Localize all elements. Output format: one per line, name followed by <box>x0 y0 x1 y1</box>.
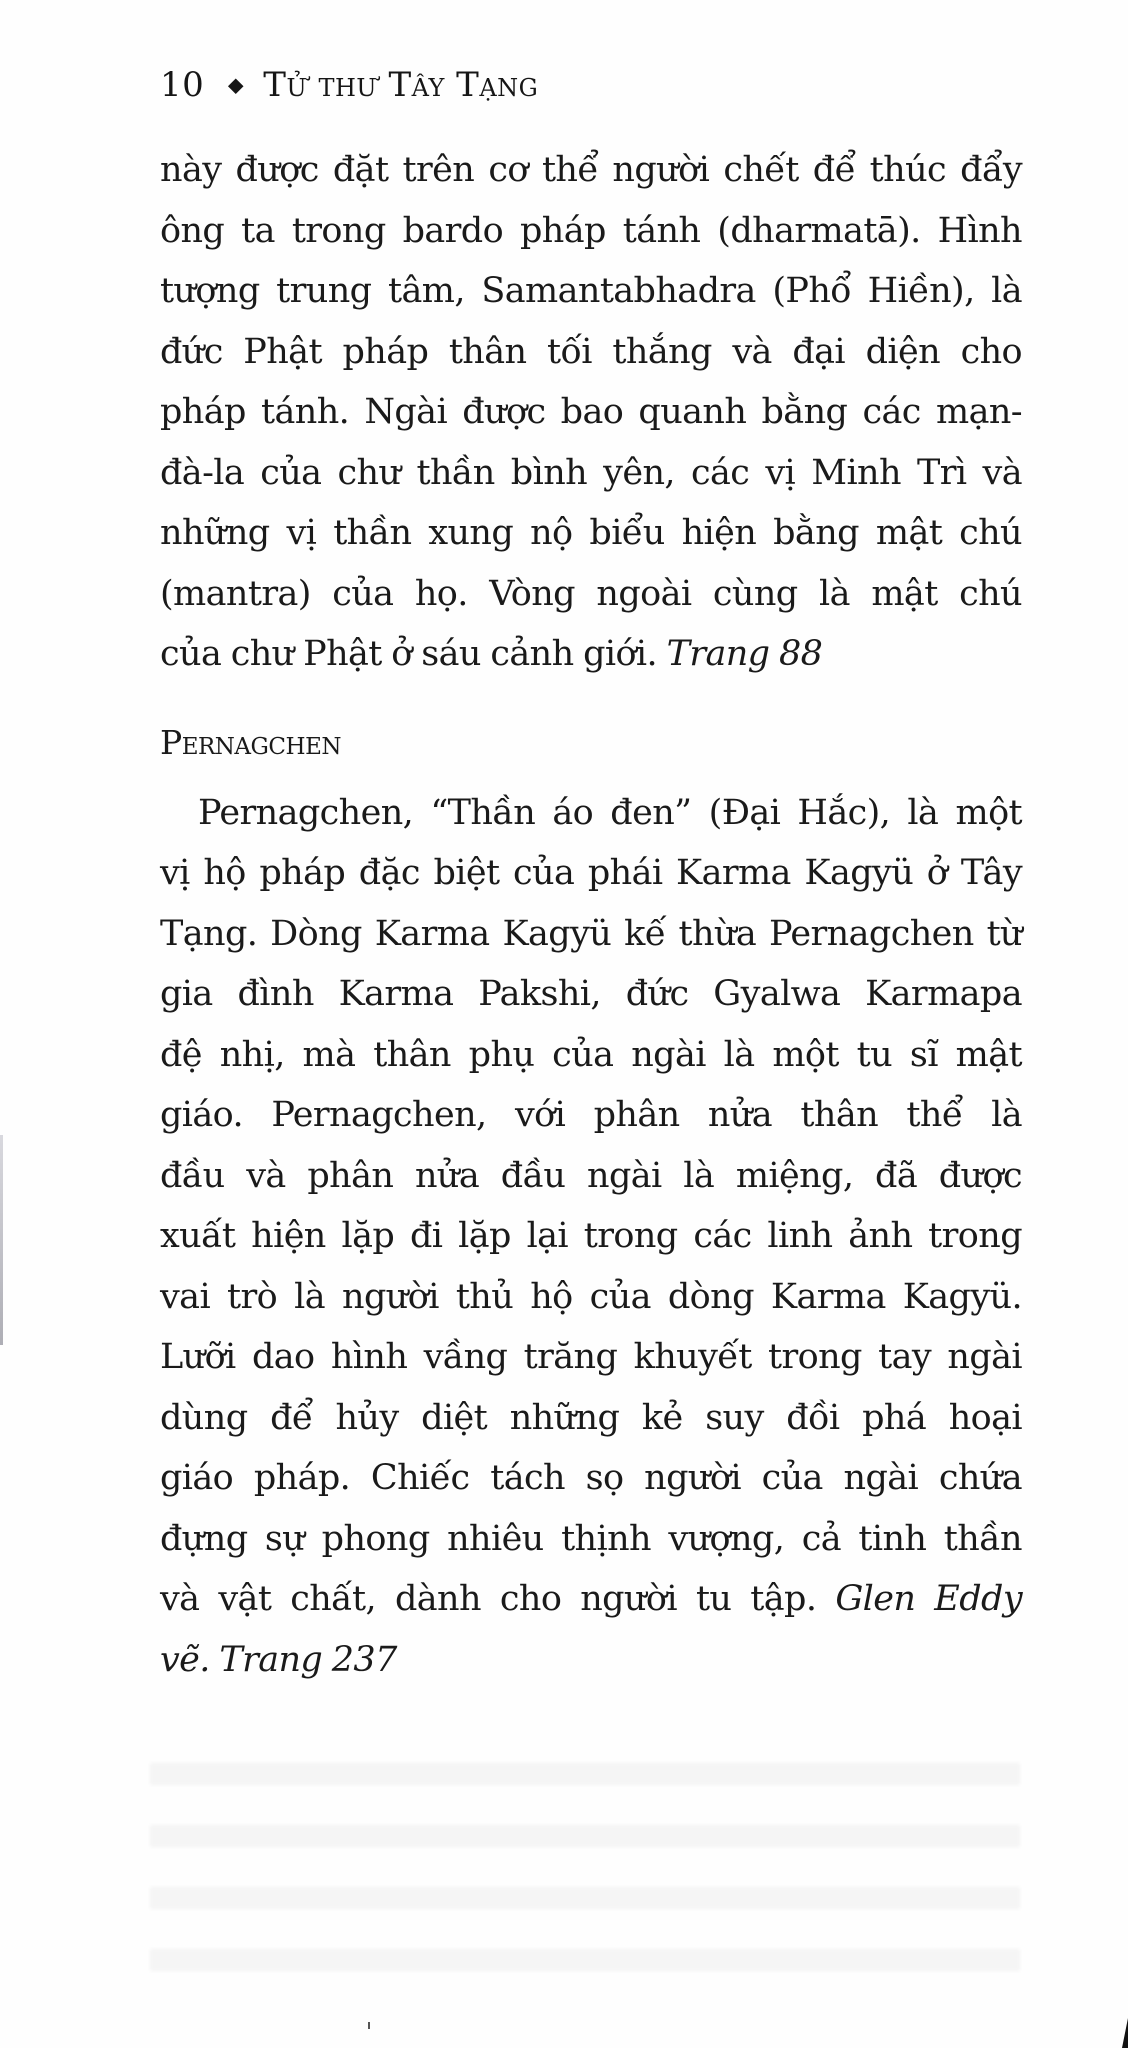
text-line: giáo pháp. Chiếc tách sọ người của ngài chứa <box>160 1458 1022 1498</box>
text-line: xuất hiện lặp đi lặp lại trong các linh ảnh trong <box>160 1216 1022 1256</box>
text-line: vai trò là người thủ hộ của dòng Karma Kagyü. <box>160 1276 1022 1317</box>
text-line: Lưỡi dao hình vầng trăng khuyết trong tay ngài <box>160 1337 1022 1377</box>
diamond-ornament-icon <box>228 78 244 94</box>
page-number: 10 <box>160 65 205 105</box>
running-head <box>160 62 538 108</box>
body-text <box>160 140 1022 1690</box>
page-citation: vẽ. Trang 237 <box>160 1639 397 1680</box>
book-title: Tử thư Tây Tạng <box>263 65 539 105</box>
text-line: gia đình Karma Pakshi, đức Gyalwa Karmapa <box>160 974 1022 1014</box>
text-line-indented: Pernagchen, “Thần áo đen” (Đại Hắc), là một <box>198 792 1022 833</box>
text-line: đà-la của chư thần bình yên, các vị Minh Trì và <box>160 452 1022 493</box>
text-fragment: của chư Phật ở sáu cảnh giới. <box>160 634 667 674</box>
text-line-last <box>160 1630 1022 1691</box>
text-line: này được đặt trên cơ thể người chết để thúc đẩy <box>160 150 1022 190</box>
text-line: pháp tánh. Ngài được bao quanh bằng các mạn- <box>160 392 1022 432</box>
text-line: (mantra) của họ. Vòng ngoài cùng là mật chú <box>160 573 1022 614</box>
page-citation: Trang 88 <box>666 634 823 674</box>
text-line: giáo. Pernagchen, với phân nửa thân thể là <box>160 1095 1022 1135</box>
text-line: đầu và phân nửa đầu ngài là miệng, đã được <box>160 1155 1022 1196</box>
text-line: những vị thần xung nộ biểu hiện bằng mật chú <box>160 513 1022 553</box>
entry-heading: Pernagchen <box>160 722 341 762</box>
text-line: dùng để hủy diệt những kẻ suy đồi phá hoại <box>160 1397 1022 1438</box>
text-line: đệ nhị, mà thân phụ của ngài là một tu sĩ mật <box>160 1034 1022 1075</box>
entry-continued-paragraph <box>160 140 1022 685</box>
page-corner-mark <box>1122 2018 1128 2048</box>
text-line: đức Phật pháp thân tối thắng và đại diện cho <box>160 331 1022 372</box>
text-line: Tạng. Dòng Karma Kagyü kế thừa Pernagchen từ <box>160 913 1022 954</box>
entry-paragraph <box>160 783 1022 1691</box>
text-line: đựng sự phong nhiêu thịnh vượng, cả tinh thần <box>160 1518 1022 1559</box>
show-through-texture <box>150 1745 1020 1985</box>
text-line <box>160 1569 1022 1630</box>
page-edge-shadow <box>0 1135 3 1345</box>
text-fragment: và vật chất, dành cho người tu tập. <box>160 1579 836 1619</box>
text-line-last <box>160 624 1022 685</box>
text-line: ông ta trong bardo pháp tánh (dharmatā). Hình <box>160 210 1022 251</box>
illustrator-credit: Glen Eddy <box>835 1579 1023 1619</box>
text-line: tượng trung tâm, Samantabhadra (Phổ Hiền), là <box>160 271 1022 311</box>
text-line: vị hộ pháp đặc biệt của phái Karma Kagyü ở Tây <box>160 853 1022 893</box>
dust-speck <box>368 2022 370 2029</box>
